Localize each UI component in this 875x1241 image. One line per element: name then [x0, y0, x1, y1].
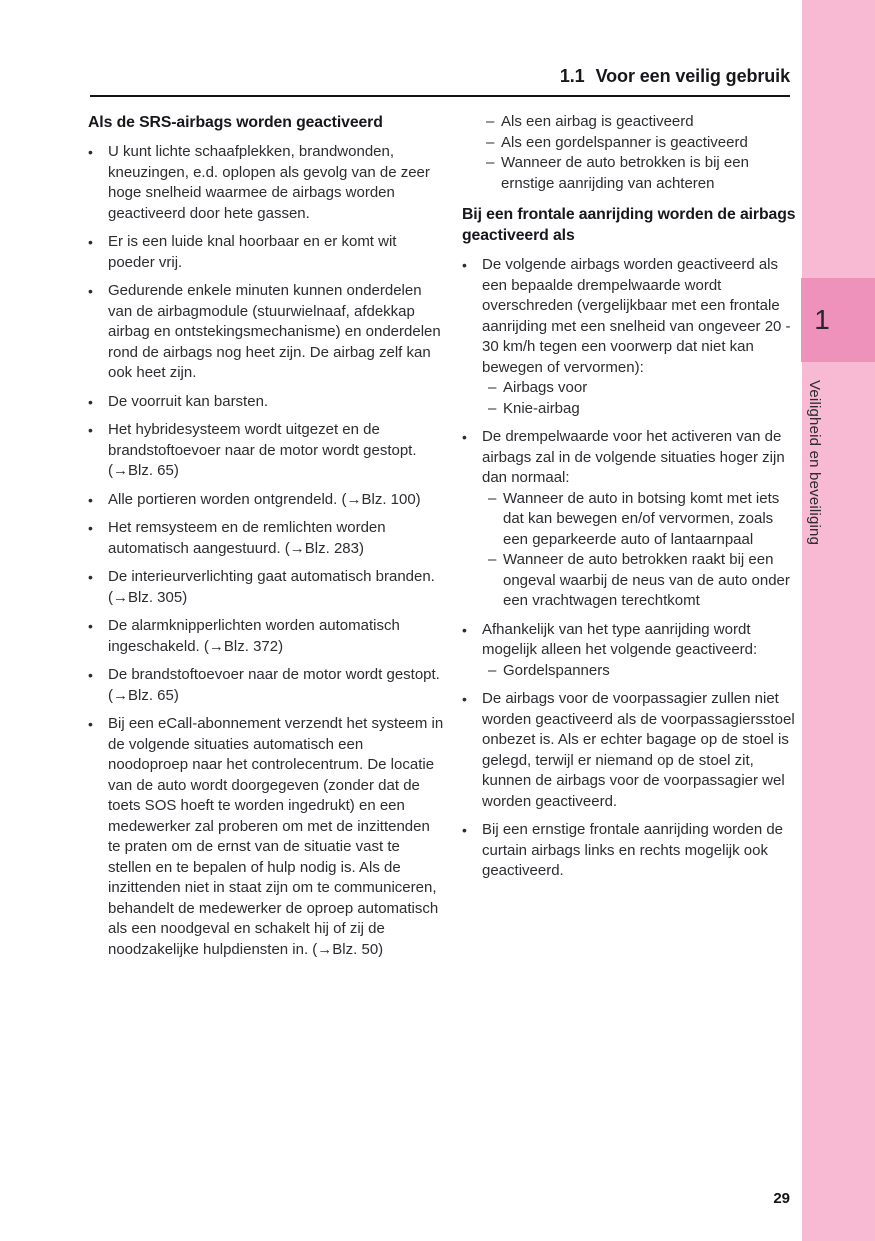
- list-item-text: Het hybridesysteem wordt uitgezet en de brandstoftoevoer naar de motor wordt gestopt. (→Blz. 65): [108, 421, 417, 479]
- bullet-marker: •: [88, 618, 93, 634]
- dash-item-text: Airbags voor: [503, 379, 588, 396]
- list-item: [462, 820, 796, 882]
- dash-item: [488, 378, 796, 399]
- dash-item: [486, 112, 796, 133]
- list-item: [88, 232, 444, 273]
- list-item: [462, 689, 796, 812]
- sub-dash-list: [488, 489, 796, 612]
- right-column-heading: Bij een frontale aanrijding worden de airbags geactiveerd als: [462, 206, 796, 244]
- dash-item: [488, 399, 796, 420]
- list-item-paragraph: De volgende airbags worden geactiveerd als een bepaalde drempelwaarde wordt overschreden (vergelijkbaar met een frontale aanrijding met een snelheid van ongeveer 20 - 30 km/h tegen een voorwerp dat niet kan bewegen of vervormen):: [482, 256, 791, 376]
- list-item: [88, 490, 444, 511]
- bullet-marker: •: [462, 621, 467, 638]
- continued-dash-list: [486, 112, 796, 194]
- dash-marker: –: [486, 133, 495, 151]
- bullet-marker: •: [88, 144, 93, 160]
- bullet-marker: •: [88, 283, 93, 299]
- dash-item: [488, 661, 796, 682]
- list-item-text: De airbags voor de voorpassagier zullen niet worden geactiveerd als de voorpassagiersstoel onbezet is. Als er echter bagage op de stoel is gelegd, terwijl er niemand op de stoel zit, kunnen de airbags voor de voorpassagier wel worden geactiveerd.: [482, 690, 795, 810]
- list-item-paragraph: Afhankelijk van het type aanrijding wordt mogelijk alleen het volgende geactiveerd:: [482, 620, 758, 658]
- dash-marker: –: [486, 113, 495, 130]
- bullet-marker: •: [88, 234, 93, 250]
- list-item: [462, 427, 796, 612]
- chapter-number: 1: [814, 304, 830, 335]
- sub-dash-list: [488, 661, 796, 682]
- dash-item: [486, 153, 796, 194]
- bullet-marker: •: [88, 491, 93, 508]
- bullet-marker: •: [462, 429, 467, 445]
- bullet-marker: •: [462, 822, 467, 838]
- chapter-title-vertical: Veiligheid en beveiliging: [806, 380, 823, 546]
- dash-item-text: Gordelspanners: [503, 661, 610, 679]
- chapter-number-tab: [801, 278, 875, 362]
- list-item-text: De alarmknipperlichten worden automatisch ingeschakeld. (→Blz. 372): [108, 617, 400, 655]
- sub-dash-list: [488, 378, 796, 419]
- dash-marker: –: [488, 379, 497, 396]
- list-item: [88, 714, 444, 960]
- section-number: 1.1: [559, 66, 585, 86]
- list-item: [88, 392, 444, 413]
- dash-item-text: Knie-airbag: [503, 399, 580, 417]
- dash-item: [488, 550, 796, 612]
- list-item-text: [482, 620, 796, 682]
- dash-item-text: Als een gordelspanner is geactiveerd: [501, 133, 748, 151]
- section-header: [90, 66, 790, 97]
- right-column: [462, 112, 796, 890]
- list-item: [462, 620, 796, 682]
- list-item-paragraph: De drempelwaarde voor het activeren van de airbags zal in de volgende situaties hoger zijn dan normaal:: [482, 428, 785, 486]
- page-number: 29: [773, 1190, 790, 1207]
- bullet-marker: •: [88, 393, 93, 410]
- list-item-text: De interieurverlichting gaat automatisch branden. (→Blz. 305): [108, 568, 435, 606]
- list-item-text: De brandstoftoevoer naar de motor wordt gestopt. (→Blz. 65): [108, 666, 440, 704]
- bullet-marker: •: [88, 569, 93, 585]
- dash-item-text: Als een airbag is geactiveerd: [501, 113, 694, 130]
- dash-marker: –: [488, 661, 497, 679]
- list-item: [462, 255, 796, 419]
- list-item-text: [482, 255, 796, 419]
- dash-item-text: Wanneer de auto betrokken is bij een ernstige aanrijding van achteren: [501, 154, 749, 192]
- dash-item-text: Wanneer de auto in botsing komt met iets dat kan bewegen en/of vervormen, zoals een geparkeerde auto of lantaarnpaal: [503, 489, 780, 548]
- list-item-text: De voorruit kan barsten.: [108, 392, 269, 410]
- list-item-text: Bij een eCall-abonnement verzendt het systeem in de volgende situaties automatisch een noodoproep naar het controlecentrum. De locatie van de auto wordt doorgegeven (zonder dat de toets SOS hoeft te worden ingedrukt) en een medewerker zal proberen om met de inzittenden te praten om de ernst van de situatie vast te stellen en te bepalen of hulp nodig is. Als de inzittenden niet in staat zijn om te communiceren, behandelt de medewerker de oproep automatisch als een noodgeval en schakelt hij of zij de noodzakelijke hulpdiensten in. (→Blz. 50): [108, 715, 444, 958]
- list-item: [88, 616, 444, 657]
- dash-item-text: Wanneer de auto betrokken raakt bij een ongeval waarbij de neus van de auto onder een vrachtwagen terechtkomt: [503, 551, 790, 609]
- list-item-text: Er is een luide knal hoorbaar en er komt wit poeder vrij.: [108, 233, 397, 271]
- list-item-text: U kunt lichte schaafplekken, brandwonden, kneuzingen, e.d. oplopen als gevolg van de zeer hoge snelheid waarmee de airbags worden geactiveerd door hete gassen.: [108, 143, 430, 222]
- dash-item: [488, 489, 796, 551]
- list-item: [88, 142, 444, 224]
- list-item: [88, 567, 444, 608]
- dash-marker: –: [488, 489, 497, 507]
- list-item-text: Alle portieren worden ontgrendeld. (→Blz. 100): [108, 490, 421, 508]
- list-item-text: Gedurende enkele minuten kunnen onderdelen van de airbagmodule (stuurwielnaaf, afdekkap airbag en ontstekingsmechanisme) en onderdelen rond de airbags nog heet zijn. De airbag zelf kan ook heet zijn.: [108, 282, 441, 381]
- dash-marker: –: [486, 154, 495, 171]
- list-item: [88, 665, 444, 706]
- bullet-marker: •: [88, 667, 93, 683]
- list-item: [88, 281, 444, 384]
- dash-marker: –: [488, 551, 497, 568]
- list-item-text: Het remsysteem en de remlichten worden automatisch aangestuurd. (→Blz. 283): [108, 519, 386, 557]
- list-item-text: Bij een ernstige frontale aanrijding worden de curtain airbags links en rechts mogelijk ook geactiveerd.: [482, 821, 784, 879]
- bullet-marker: •: [462, 691, 467, 707]
- left-column-heading: Als de SRS-airbags worden geactiveerd: [88, 114, 383, 131]
- left-column: [88, 112, 444, 968]
- section-title: Voor een veilig gebruik: [595, 66, 790, 86]
- list-item: [88, 518, 444, 559]
- bullet-marker: •: [88, 716, 93, 732]
- list-item-text: [482, 427, 796, 612]
- dash-item: [486, 133, 796, 154]
- bullet-marker: •: [88, 520, 93, 536]
- bullet-marker: •: [462, 257, 467, 273]
- chapter-sidebar-strip: [802, 0, 875, 1241]
- dash-marker: –: [488, 399, 497, 417]
- list-item: [88, 420, 444, 482]
- bullet-marker: •: [88, 422, 93, 438]
